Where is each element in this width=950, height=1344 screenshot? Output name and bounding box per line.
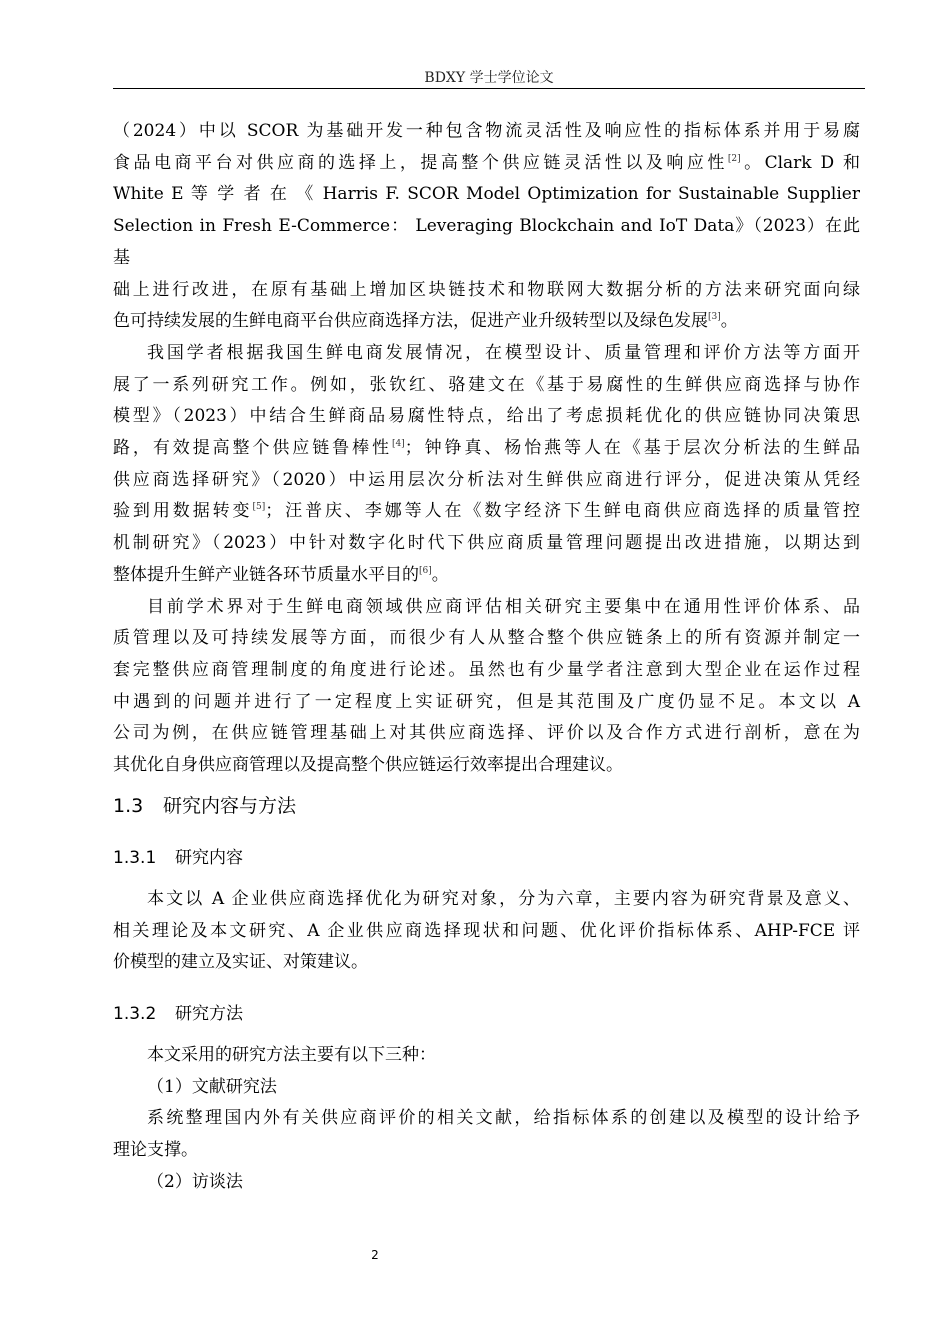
text-line: 路，有效提高整个供应链鲁棒性[4]；钟铮真、杨怡燕等人在《基于层次分析法的生鲜品 [113,438,861,459]
paragraph-6-cont [113,1135,860,1167]
paragraph-1 [113,116,860,338]
paragraph-2-cont [113,370,860,592]
text-line: （2024）中以 SCOR 为基础开发一种包含物流灵活性及响应性的指标体系并用于易腐 [113,121,860,141]
citation-ref: [3] [708,312,721,323]
text-line: 模型》（2023）中结合生鲜商品易腐性特点，给出了考虑损耗优化的供应链协同决策思 [113,406,860,427]
text-line: 中遇到的问题并进行了一定程度上实证研究，但是其范围及广度仍显不足。本文以 A [113,691,860,712]
text-line: 其优化自身供应商管理以及提高整个供应链运行效率提出合理建议。 [113,755,623,776]
text-line: 整体提升生鲜产业链各环节质量水平目的[6]。 [113,564,449,585]
text-line: 机制研究》（2023）中针对数字化时代下供应商质量管理问题提出改进措施，以期达到 [113,533,860,554]
text-line: 本文以 A 企业供应商选择优化为研究对象，分为六章，主要内容为研究背景及意义、 [147,889,860,909]
text-line: 相关理论及本文研究、A 企业供应商选择现状和问题、优化评价指标体系、AHP-FCE 评 [113,920,860,941]
paragraph-4 [113,884,860,979]
text-line: 公司为例，在供应链管理基础上对其供应商选择、评价以及合作方式进行剖析，意在为 [113,723,860,744]
section-heading-1-3-1 [113,847,243,869]
section-title: 研究方法 [175,1004,243,1024]
method-1-heading [113,1072,860,1104]
section-title: 研究内容与方法 [163,795,297,817]
text-line: 目前学术界对于生鲜电商领域供应商评估相关研究主要集中在通用性评价体系、品 [147,596,860,617]
text-line: 础上进行改进，在原有基础上增加区块链技术和物联网大数据分析的方法来研究面向绿 [113,279,860,300]
text-line: （2）访谈法 [147,1171,243,1192]
methods-block [113,1040,860,1199]
text-line: 套完整供应商管理制度的角度进行论述。虽然也有少量学者注意到大型企业在运作过程 [113,659,860,680]
text-line: （1）文献研究法 [147,1076,277,1097]
text-line: 本文采用的研究方法主要有以下三种： [147,1045,436,1065]
text-line: 质管理以及可持续发展等方面，而很少有人从整合整个供应链条上的所有资源并制定一 [113,628,860,649]
paragraph-2 [113,338,860,370]
text-line: 食品电商平台对供应商的选择上，提高整个供应链灵活性以及响应性[2]。Clark D 和 [113,152,860,173]
paragraph-6 [113,1103,860,1135]
header-rule [113,88,865,89]
citation-ref: [6] [419,565,432,576]
text-line: Selection in Fresh E-Commerce： Leveraging Blockchain and IoT Data》（2023）在此基 [113,216,860,268]
section-number: 1.3.2 [113,1004,157,1024]
section-title: 研究内容 [175,848,243,868]
paragraph-5 [113,1040,860,1072]
text-line: 我国学者根据我国生鲜电商发展情况，在模型设计、质量管理和评价方法等方面开 [147,342,860,363]
text-line: 展了一系列研究工作。例如，张钦红、骆建文在《基于易腐性的生鲜供应商选择与协作 [113,374,860,395]
method-2-heading [113,1167,860,1199]
text-line: 色可持续发展的生鲜电商平台供应商选择方法，促进产业升级转型以及绿色发展[3]。 [113,311,738,332]
section-number: 1.3 [113,795,144,817]
text-line: 理论支撑。 [113,1140,198,1161]
paragraph-3-cont [113,623,860,782]
paragraph-3 [113,592,860,624]
text-line: 供应商选择研究》（2020）中运用层次分析法对生鲜供应商进行评分，促进决策从凭经 [113,469,860,490]
running-header: BDXY 学士学位论文 [424,70,554,86]
text-line: 验到用数据转变[5]；汪普庆、李娜等人在《数字经济下生鲜电商供应商选择的质量管控 [113,501,861,522]
citation-ref: [4] [391,439,405,450]
body-text [113,116,860,782]
section-heading-1-3 [113,794,296,818]
page-number: 2 [371,1248,379,1262]
citation-ref: [5] [252,502,266,513]
text-line: White E 等 学 者 在 《 Harris F. SCOR Model Optimization for Sustainable Supplier [113,184,860,205]
text-line: 价模型的建立及实证、对策建议。 [113,952,368,973]
citation-ref: [2] [727,153,741,164]
text-line: 系统整理国内外有关供应商评价的相关文献，给指标体系的创建以及模型的设计给予 [147,1108,860,1129]
section-number: 1.3.1 [113,848,157,868]
section-heading-1-3-2 [113,1003,243,1025]
